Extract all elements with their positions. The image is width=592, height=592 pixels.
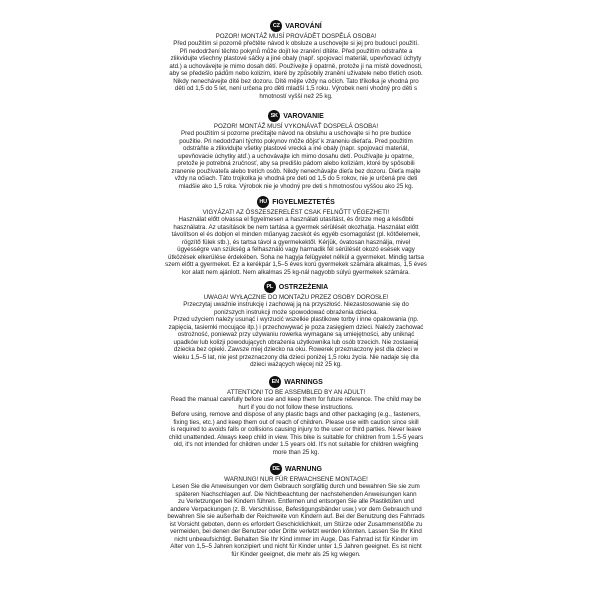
- text-line: zlikvidujte všechny plastové sáčky a jiné obaly (např. spojovací materiál, upevňovací úchyty: [170, 55, 422, 63]
- text-line: dziecka bez opieki. Zawsze miej dziecko na oku. Rowerek przeznaczony jest dla dzieci w: [173, 346, 419, 354]
- text-line: vermeiden, bei denen der Benutzer oder Dritte verletzt werden könnten. Lassen Sie Ihr Kind: [170, 528, 422, 536]
- text-line: hmotností vyšší než 25 kg.: [259, 92, 333, 100]
- text-line: nicht unbeaufsichtigt. Behalten Sie Ihr Kind immer im Auge. Das Fahrrad ist für Kinder im: [174, 535, 418, 543]
- text-line: atd.) a uchovávejte je mimo dosah dětí. Používejte ji opatrně, protože ji na místě dovednosti,: [169, 62, 423, 70]
- text-line: zapięcia, tasiemki mocujące itp.) i przechowywać je poza zasięgiem dzieci. Należy zachować: [168, 323, 424, 331]
- text-line: Przed użyciem należy usunąć i wyrzucić wszelkie plastikowe torby i inne opakowania (np.: [173, 316, 419, 324]
- warning-headline: VIGYÁZAT! AZ ÖSSZESZERELÉST CSAK FELNŐTT VÉGEZHETI!: [202, 209, 390, 216]
- text-line: zranenie používateľa alebo tretích osôb. Nikdy nenechávajte dieťa bez dozoru. Dieťa majte: [171, 167, 421, 175]
- text-line: použitie. Pri nedodržaní týchto pokynov môže dôjsť k zraneniu dieťaťa. Pred použitím: [179, 137, 413, 145]
- text-line: Nikdy nenechávejte dítě bez dozoru. Dítě mějte vždy na očích. Tato tříkolka je vhodná pro: [173, 77, 419, 85]
- language-badge-pl: PL: [264, 281, 276, 293]
- text-line: old, it's not intended for children under 1.5 years old. It's not suitable for children weighing: [173, 441, 419, 449]
- language-badge-sk: SK: [268, 110, 280, 122]
- section-heading: [110, 376, 482, 388]
- text-line: Alter von 1,5–5 Jahren konzipiert und nicht für Kinder unter 1,5 Jahren geeignet. Es ist nicht: [170, 543, 422, 551]
- text-line: vždy na očiach. Táto trojkolka je vhodná pre deti od 1,5 do 5 rokov, nie je určená pre deti: [174, 175, 418, 183]
- language-badge-en: EN: [269, 376, 281, 388]
- section-en: [110, 376, 482, 456]
- text-line: szem előtt a gyermeket. Ez a kerékpár 1,5–5 éves korú gyermekek számára alkalmas, 1,5 éves: [165, 261, 427, 269]
- warning-headline: ATTENTION! TO BE ASSEMBLED BY AN ADULT!: [226, 389, 366, 396]
- section-heading: [110, 463, 482, 475]
- section-de: [110, 463, 482, 558]
- text-line: bewahren Sie sie außerhalb der Reichweite von Kindern auf. Bei der Benutzung des Fahrrads: [167, 513, 425, 521]
- text-line: Lesen Sie die Anweisungen vor dem Gebrauch sorgfältig durch und bewahren Sie sie zum: [172, 483, 420, 491]
- text-line: upadków lub kolizji powodujących obrażenia użytkownika lub osób trzecich. Nie zostawiaj: [173, 338, 419, 346]
- section-title: WARNUNG: [285, 465, 322, 473]
- text-line: Pred použitím si pozorne prečítajte návod na obsluhu a uschovajte si ho pre budúce: [180, 130, 412, 138]
- warning-headline: WARNUNG! NUR FÜR ERWACHSENE MONTAGE!: [224, 476, 368, 483]
- section-body: [110, 123, 482, 190]
- text-line: Read the manual carefully before use and keep them for future reference. The child may be: [170, 396, 422, 404]
- text-line: für Kinder geeignet, die mehr als 25 kg wiegen.: [231, 550, 361, 558]
- language-badge-cz: CZ: [270, 20, 282, 32]
- text-line: fixing ties, etc.) and keep them out of reach of children. Please use with caution since skill: [173, 418, 419, 426]
- text-line: aby se předešlo pádům nebo kolizím, které by způsobily zranění uživatele nebo třetích osob.: [169, 70, 423, 78]
- text-line: wieku 1,5–5 lat, nie jest przeznaczony dla dzieci poniżej 1,5 roku życia. Nie nadaje się dla: [173, 353, 419, 361]
- text-line: dzieci ważących więcej niż 25 kg.: [250, 361, 342, 369]
- text-line: ütközések elkerülése érdekében. Soha ne hagyja felügyelet nélkül a gyermeket. Mindig tartsa: [168, 253, 424, 261]
- text-line: späteren Nachschlagen auf. Die Nichtbeachtung der nachstehenden Anweisungen kann: [175, 490, 417, 498]
- text-line: zu Verletzungen bei Kindern führen. Entfernen und entsorgen Sie alle Plastiktüten und: [178, 498, 414, 506]
- text-line: pretože je potrebná zručnosť, aby sa predišlo pádom alebo kolíziám, ktoré by spôsobili: [177, 160, 415, 168]
- section-body: [110, 476, 482, 558]
- section-title: WARNINGS: [284, 378, 323, 386]
- text-line: távolítson el és dobjon el minden műanyag zacskót és egyéb csomagolást (pl. kötőelemek,: [171, 231, 421, 239]
- language-badge-de: DE: [270, 463, 282, 475]
- text-line: is required to avoids falls or collisions causing injury to the user or third parties. Never leave: [170, 426, 422, 434]
- text-line: kor alatt nem ajánlott. Nem alkalmas 25 kg-nál nagyobb súlyú gyermekek számára.: [181, 268, 410, 276]
- warning-headline: POZOR! MONTÁŽ MUSÍ PROVÁDĚT DOSPĚLÁ OSOBA!: [215, 33, 377, 40]
- text-line: Przeczytaj uważnie instrukcję i zachowaj ją na przyszłość. Niezastosowanie się do: [183, 301, 409, 309]
- section-hu: [110, 196, 482, 276]
- section-heading: [110, 281, 482, 293]
- text-line: használatra. Az utasítások be nem tartása a gyermek sérülését okozhatja. Használat előtt: [173, 223, 419, 231]
- text-line: Při nedodržení těchto pokynů může dojít ke zranění dítěte. Před použitím odstraňte a: [179, 47, 413, 55]
- text-line: Před použitím si pozorně přečtěte návod k obsluze a uschovejte si jej pro budoucí použití.: [173, 40, 419, 48]
- section-title: VAROVANIE: [283, 112, 324, 120]
- section-heading: [110, 20, 482, 32]
- text-line: mladšie ako 1,5 roka. Výrobok nie je vhodný pre deti s hmotnosťou vyššou ako 25 kg.: [178, 182, 414, 190]
- section-title: OSTRZEŻENIA: [278, 283, 329, 291]
- section-body: [110, 389, 482, 456]
- section-body: [110, 209, 482, 276]
- section-body: [110, 294, 482, 369]
- section-sk: [110, 110, 482, 190]
- text-line: ostrożność, ponieważ przy używaniu rowerka wymagane są umiejętności, aby uniknąć: [177, 331, 415, 339]
- text-line: andere Verpackungen (z. B. Verschlüsse, Befestigungsbänder usw.) vor dem Gebrauch und: [170, 505, 422, 513]
- section-heading: [110, 196, 482, 208]
- language-badge-hu: HU: [257, 196, 269, 208]
- warning-headline: UWAGA! WYŁĄCZNIE DO MONTAŻU PRZEZ OSOBY DOROSŁE!: [203, 294, 389, 301]
- text-line: Before using, remove and dispose of any plastic bags and other packaging (e.g., fasteners,: [171, 411, 421, 419]
- section-body: [110, 33, 482, 100]
- text-line: poniższych instrukcji może spowodować obrażenia dziecka.: [213, 308, 379, 316]
- section-cz: [110, 20, 482, 100]
- text-line: rögzítő fülek stb.), és tartsa távol a gyermekektől. Kérjük, óvatosan használja, mivel: [181, 238, 411, 246]
- section-pl: [110, 281, 482, 369]
- text-line: ügyességre van szükség a felhasználó vagy harmadik fél sérülését okozó esések vagy: [177, 246, 415, 254]
- warning-headline: POZOR! MONTÁŽ MUSÍ VYKONÁVAŤ DOSPELÁ OSOBA!: [213, 123, 379, 130]
- text-line: odstráňte a zlikvidujte všetky plastové vrecká a iné obaly (napr. spojovací materiál,: [183, 145, 409, 153]
- text-line: hurt if you do not follow these instructions.: [238, 403, 354, 411]
- text-line: upevňovacie úchytky atď.) a uchovávajte ich mimo dosahu detí. Používajte ju opatrne,: [178, 152, 414, 160]
- section-title: VAROVÁNÍ: [285, 22, 322, 30]
- text-line: child unattended. Always keep child in view. This bike is suitable for children from 1.5-5 years: [168, 433, 424, 441]
- text-line: more than 25 kg.: [272, 448, 320, 456]
- text-line: děti od 1,5 do 5 let, není určena pro děti mladší 1,5 roku. Výrobek není vhodný pro děti s: [174, 85, 418, 93]
- text-line: Használat előtt olvassa el figyelmesen a használati utasítást, és őrizze meg a későbbi: [178, 216, 414, 224]
- section-title: FIGYELMEZTETÉS: [272, 198, 335, 206]
- text-line: ist Vorsicht geboten, denn es erfordert Geschicklichkeit, um Stürze oder Zusammenstöße zu: [169, 520, 423, 528]
- section-heading: [110, 110, 482, 122]
